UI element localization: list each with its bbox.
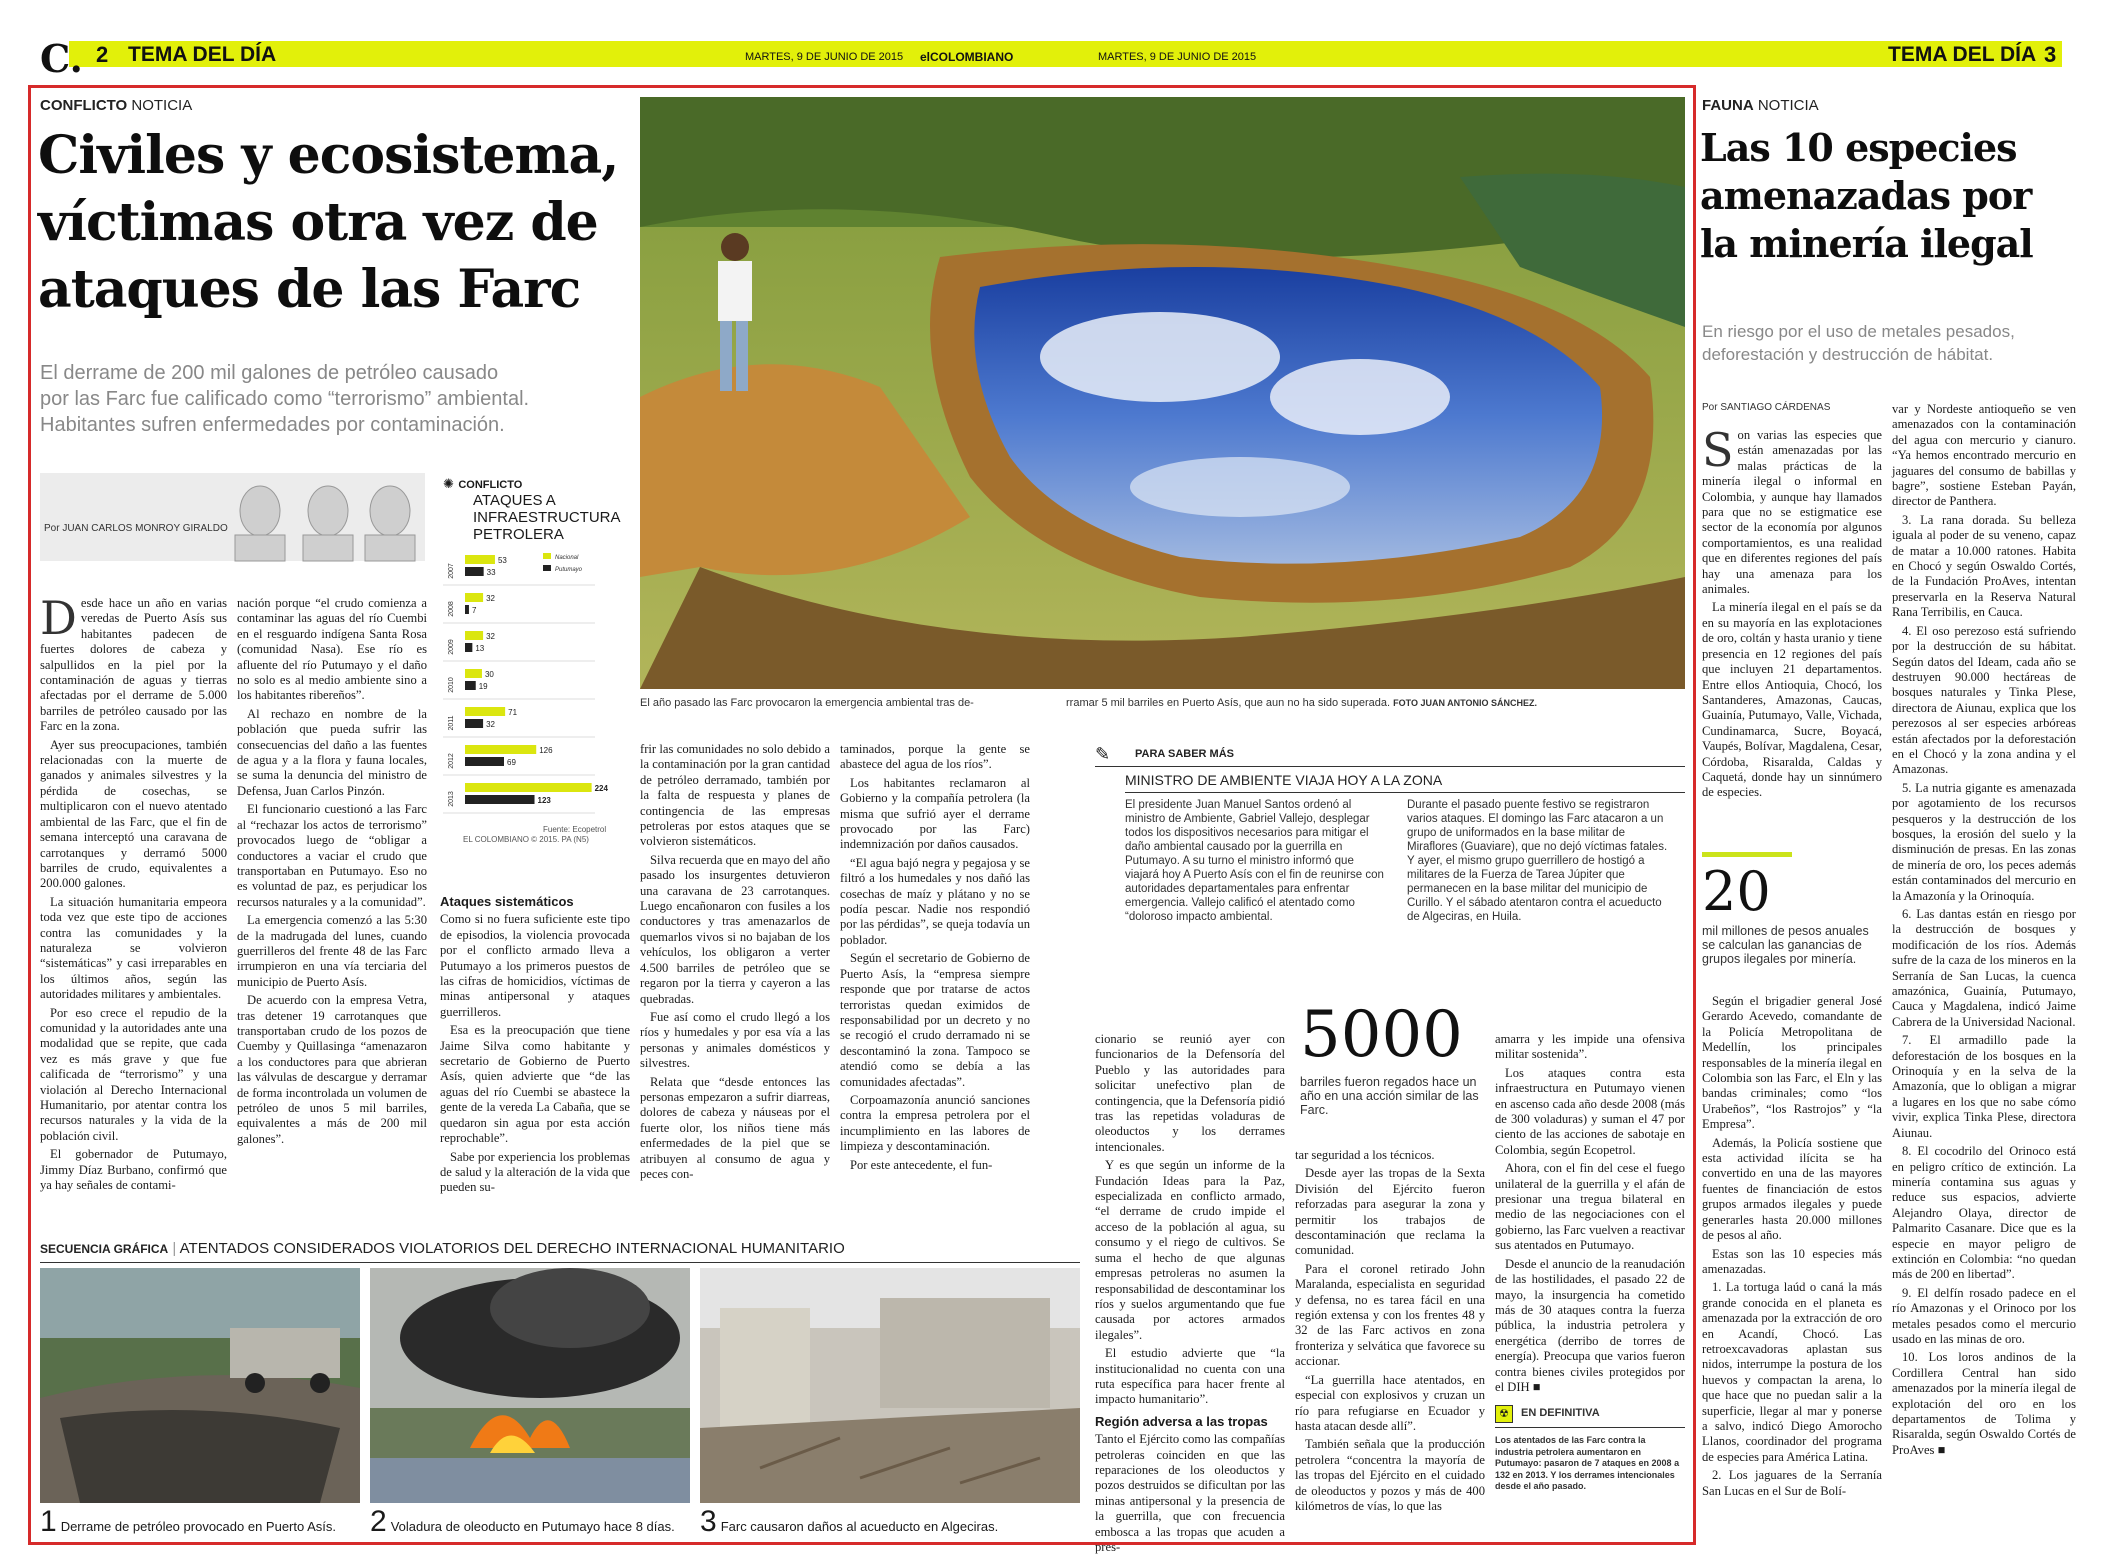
stat-5000-text: barriles fueron regados hace un año en una acción similar de las Farc. — [1300, 1075, 1479, 1117]
bar-nacional-2013 — [465, 783, 592, 792]
right-page-number: 3 — [2044, 42, 2057, 67]
bar-label-nacional-2008: 32 — [486, 594, 495, 603]
bar-label-putumayo-2013: 123 — [537, 796, 551, 805]
fauna-stat-text: mil millones de pesos anuales se calculan las ganancias de grupos ilegales por minería. — [1702, 924, 1869, 966]
secuencia-header: SECUENCIA GRÁFICA | ATENTADOS CONSIDERADOS VIOLATORIOS DEL DERECHO INTERNACIONAL HUMANITARIO — [40, 1240, 845, 1257]
oil-spill-photo — [640, 97, 1685, 689]
main-column-7: tar seguridad a los técnicos. Desde ayer las tropas de la Sexta División del Ejército fueron reforzadas para asegurar la zona y permitir los trabajos de descontaminación que reclama la comunidad. Para el coronel retirado John Maralanda, especialista en seguridad y defensa, no es tarea fácil en una región extensa y con los frentes 48 y 32 de las Farc activos en zona fronteriza y selvática que favorece su accionar. “La guerrilla hace atentados, en especial con explosivos y cruzan un río para refugiarse en Ecuador y hasta atacan desde allí”. También señala que la producción petrolera “concentra la mayoría de las tropas del Ejército en el cuidado de oleoductos y pozos y más de 400 kilómetros de vías, lo que las — [1295, 1148, 1485, 1513]
chart-plot — [443, 545, 623, 845]
sequence-caption-2: 2 Voladura de oleoducto en Putumayo hace 8 días. — [370, 1505, 675, 1538]
bar-label-putumayo-2010: 19 — [478, 682, 488, 691]
fauna-byline: Por SANTIAGO CÁRDENAS — [1702, 402, 1831, 413]
year-label-2009: 2009 — [448, 639, 455, 655]
box-rule-top — [1095, 766, 1685, 767]
main-column-8: amarra y les impide una ofensiva militar sostenida”. Los ataques contra esta infraestructura en Putumayo vienen en ascenso cada año desde 2008 (más de 300 voladuras) y suman el 47 por ciento de las acciones de sabotaje en Colombia, según Ecopetrol. Ahora, con el fin del cese el fuego unilateral de la guerrilla y el afán de presionar una tregua bilateral en medio de las negociaciones con el gobierno, las Farc vuelven a reactivar sus atentados en Putumayo. Desde el anuncio de la reanudación de las hostilidades, el pasado 22 de mayo, la insurgencia ha cometido más de 30 ataques contra la fuerza pública, la industria petrolera y energética (derribo de torres de energía). Preocupa que varios fueron contra bienes civiles protegidos por el DIH ■ — [1495, 1032, 1685, 1394]
year-label-2008: 2008 — [448, 601, 455, 617]
byline-box — [40, 473, 425, 561]
subhead-ataques: Ataques sistemáticos — [440, 894, 574, 909]
radiation-icon: ☢ — [1495, 1405, 1513, 1423]
para-saber-title: MINISTRO DE AMBIENTE VIAJA HOY A LA ZONA — [1125, 772, 1443, 788]
right-date: MARTES, 9 DE JUNIO DE 2015 — [1098, 51, 1257, 63]
bar-label-putumayo-2011: 32 — [486, 720, 495, 729]
bar-nacional-2007 — [465, 555, 495, 564]
legend-swatch-nacional — [543, 553, 551, 559]
bar-nacional-2011 — [465, 707, 505, 716]
main-byline: Por JUAN CARLOS MONROY GIRALDO — [44, 523, 228, 534]
main-lede: El derrame de 200 mil galones de petróleo causado por las Farc fue calificado como “terrorismo” ambiental. Habitantes sufren enfermedades por contaminación. — [40, 362, 530, 436]
fauna-column-1: Son varias las especies que están amenazadas por las malas prácticas de la minería ilegal o informal en Colombia, y aunque hay llamados para que no se estigmatice ese sector de la economía por algunos comportamientos, es una realidad que en diferentes regiones del país hay una amenaza para los animales. La minería ilegal en el país se da en su mayoría en las explotaciones de oro, coltán y hasta uranio y tiene presencia en 12 regiones del país que incluyen 21 departamentos. Entre ellos Antioquia, Chocó, los Santanderes, Amazonas, Caucas, Guainía, Putumayo, Valle, Vichada, Cundinamarca, Sucre, Boyacá, Vaupés, Bolívar, Magdalena, Cesar, Córdoba, Risaralda, Caldas y Caquetá, donde hay un sinnúmero de especies. — [1702, 423, 1882, 800]
secuencia-label: SECUENCIA GRÁFICA — [40, 1242, 169, 1256]
bar-label-nacional-2010: 30 — [484, 670, 494, 679]
legend-label-nacional: Nacional — [555, 555, 579, 561]
year-label-2012: 2012 — [448, 753, 455, 769]
para-saber-mas-box — [1095, 740, 1685, 1025]
stat-green-rule — [1702, 852, 1792, 857]
bar-putumayo-2013 — [465, 795, 535, 804]
year-label-2013: 2013 — [448, 791, 455, 807]
bar-label-nacional-2007: 53 — [497, 556, 507, 565]
para-saber-right-text: Durante el pasado puente festivo se registraron varios ataques. El domingo las Farc atacaron a un grupo de uniformados en la base militar de Miraflores (Guaviare), que no dejó víctimas fatales. Y ayer, el mismo grupo guerrillero de hostigó a militares de la Fuerza de Tarea Júpiter que permanecen en la base militar del municipio de Curillo. Y el sábado atentaron contra el acueducto de Algeciras, en Huila. — [1407, 799, 1668, 923]
right-section-title: TEMA DEL DÍA — [1888, 43, 2037, 66]
left-section-title: TEMA DEL DÍA — [128, 43, 277, 66]
sequence-caption-1: 1 Derrame de petróleo provocado en Puerto Asís. — [40, 1505, 337, 1538]
legend-label-putumayo: Putumayo — [555, 567, 583, 573]
bar-nacional-2009 — [465, 631, 483, 640]
oil-road-photo — [40, 1268, 360, 1503]
sequence-photo-1 — [40, 1268, 360, 1503]
main-photo — [640, 97, 1685, 689]
bar-label-nacional-2011: 71 — [508, 708, 518, 717]
newspaper-logo: C. — [40, 36, 83, 81]
bar-chart — [443, 475, 623, 845]
definitiva-rule — [1495, 1427, 1685, 1428]
bar-label-putumayo-2007: 33 — [486, 568, 496, 577]
para-saber-label: PARA SABER MÁS — [1135, 748, 1235, 760]
main-column-3: Ataques sistemáticos Como si no fuera suficiente este tipo de episodios, la violencia provocada por el conflicto armado lleva a Putumayo a los primeros puestos de las cifras de homicidios, víctimas de minas antipersonal y ataques guerrilleros. Esa es la preocupación que tiene Jaime Silva como habitante y secretario de Gobierno de Puerto Asís, quien advierte que “de las aguas del río Cuembi se abastece la gente de la vereda La Cabaña, que se quedaron sin agua por esta acción reprochable”. Sabe por experiencia los problemas de salud y la alteración de la vida que pueden su- — [440, 894, 630, 1195]
photo-caption-left: El año pasado las Farc provocaron la emergencia ambiental tras de- — [640, 697, 974, 709]
bar-nacional-2010 — [465, 669, 482, 678]
pin-icon: ✎ — [1095, 744, 1111, 764]
left-date: MARTES, 9 DE JUNIO DE 2015 — [745, 51, 904, 63]
main-kicker: CONFLICTO NOTICIA — [40, 97, 193, 114]
photo-caption-right: rramar 5 mil barriles en Puerto Asís, que aun no ha sido superada. FOTO JUAN ANTONIO SÁNCHEZ. — [1066, 697, 1537, 709]
fauna-lede: En riesgo por el uso de metales pesados, deforestación y destrucción de hábitat. — [1702, 322, 2015, 364]
year-label-2011: 2011 — [448, 715, 455, 731]
sequence-photo-2 — [370, 1268, 690, 1503]
left-page-number: 2 — [96, 42, 109, 67]
byline-portraits — [40, 473, 425, 561]
secuencia-title: ATENTADOS CONSIDERADOS VIOLATORIOS DEL DERECHO INTERNACIONAL HUMANITARIO — [179, 1240, 845, 1257]
bar-putumayo-2009 — [465, 643, 472, 652]
bar-putumayo-2012 — [465, 757, 504, 766]
en-definitiva-box — [1495, 1405, 1685, 1540]
sequence-photo-3 — [700, 1268, 1080, 1503]
damaged-aqueduct-photo — [700, 1268, 1080, 1503]
fauna-stat-number: 20 — [1702, 860, 1771, 923]
bar-label-putumayo-2008: 7 — [471, 606, 477, 615]
chart-source: Fuente: Ecopetrol — [543, 825, 607, 834]
chart-kicker: CONFLICTO — [458, 479, 523, 491]
dropcap-s: S — [1702, 423, 1734, 477]
chart-title: ATAQUES A INFRAESTRUCTURA PETROLERA — [473, 492, 620, 543]
bar-label-putumayo-2009: 13 — [475, 644, 485, 653]
main-column-2: nación porque “el crudo comienza a contaminar las aguas del río Cuembi en el resguardo indígena Santa Rosa (comunidad Nasa). Ese río es afluente del río Putumayo y el daño no solo es al medio ambiente sino a los habitantes ribereños”. Al rechazo en nombre de la población que pueda sufrir las consecuencias del daño a las fuentes de agua y a la flora y fauna locales, se suma la denuncia del ministro de Defensa, Juan Carlos Pinzón. El funcionario cuestionó a las Farc al “rechazar los actos de terrorismo” provocados luego de “obligar a conductores a vaciar el crudo que transportaban en Putumayo. Eso no es voluntad de paz, es perjudicar los recursos naturales y a la comunidad”. La emergencia comenzó a las 5:30 de la madrugada del lunes, cuando guerrilleros del frente 48 de las Farc irrumpieron en una vía terciaria del municipio de Puerto Asís. De acuerdo con la empresa Vetra, tras detener 19 carrotanques que transportaban crudo de los pozos de Cuemby y Quillasinga “amenazaron a los conductores para que abrieran las válvulas de descargue y derramar de forma incontrolada un volumen de petróleo de unos 5 mil barriles, equivalentes a más de 200 mil galones”. — [237, 596, 427, 1146]
sequence-caption-3: 3 Farc causaron daños al acueducto en Algeciras. — [700, 1505, 999, 1538]
main-headline: Civiles y ecosistema, víctimas otra vez de ataques de las Farc — [38, 125, 619, 320]
bar-putumayo-2007 — [465, 567, 484, 576]
en-definitiva-text: Los atentados de las Farc contra la industria petrolera aumentaron en Putumayo: pasaron de 7 ataques en 2008 a 132 en 2013. Y los derrames intencionales desde el año pasado. — [1495, 1435, 1680, 1491]
main-column-4: frir las comunidades no solo debido a la contaminación por la gran cantidad de petróleo derramado, también por la falta de respuesta y planes de contingencia de las empresas petroleras por estos ataques que se volvieron sistemáticos. Silva recuerda que en mayo del año pasado los insurgentes detuvieron una caravana de 23 carrotanques. Luego encañonaron con fusiles a los conductores y tras amenazarlos de quemarlos vivos si no bajaban de los vehículos, los obligaron a verter 4.500 barriles de petróleo que se regaron por la tierra y cayeron a las quebradas. Fue así como el crudo llegó a los ríos y humedales y por esa vía a las personas y animales domésticos y silvestres. Relata que “desde entonces las personas empezaron a sufrir diarreas, dolores de cabeza y náuseas por el fuerte olor, los niños tiene más enfermedades de la piel que se atribuyen al consumo de agua y peces con- — [640, 742, 830, 1181]
para-saber-left-text: El presidente Juan Manuel Santos ordenó al ministro de Ambiente, Gabriel Vallejo, desplegar todos los dispositivos necesarios para mitigar el daño ambiental causado por la guerrilla en Putumayo. A su turno el ministro informó que viajará hoy A Puerto Asís con el fin de reunirse con autoridades departamentales para enfrentar emergencia. Vallejo calificó el atentado como “doloroso impacto ambiental. — [1125, 799, 1384, 923]
left-brand: elCOLOMBIANO — [920, 50, 1014, 64]
fauna-column-1b: Según el brigadier general José Gerardo Acevedo, comandante de la Policía Metropolitana de Medellín, los principales responsables de la minería ilegal en Colombia son las Farc, el Eln y las bandas criminales; como “los Urabeños”, “los Rastrojos” y “la Empresa”. Además, la Policía sostiene que esta actividad ilícita se ha convertido en una de las mayores fuentes de financiación de estos grupos armados ilegales y puede generarles hasta 20.000 millones de pesos al año. Estas son las 10 especies más amenazadas. 1. La tortuga laúd o caná la más grande conocida en el planeta es amenazada por la extracción de oro en Acandí, Chocó. Las retroexcavadoras aplastan sus nidos, interrumpe la postura de los huevos y compactan la arena, lo que hace que no puedan salir a la superficie, llegar al mar y ponerse a salvo, indicó Diego Amorocho Llanos, coordinador del programa de especies para América Latina. 2. Los jaguares de la Serranía San Lucas en el Sur de Bolí- — [1702, 994, 1882, 1498]
sun-icon: ✺ — [443, 476, 454, 491]
fauna-column-2: var y Nordeste antioqueño se ven amenazados con la contaminación del agua con mercurio y cianuro. “Ya hemos encontrado mercurio en jaguares del consumo de babillas y bagre”, sostiene Esteban Payán, director de Panthera. 3. La rana dorada. Su belleza iguala al poder de su veneno, capaz de matar a 10.000 ratones. Habita en Chocó y según Oswaldo Cortés, de la Fundación ProAves, intentan preservarla en la Reserva Natural Rana Terribilis, en Cauca. 4. El oso perezoso está sufriendo por la destrucción de su hábitat. Según datos del Ideam, cada año se destruyen 90.000 hectáreas de bosques naturales y Tinka Plese, directora de Aiunau, explica que los perezosos al ser especies arbóreas están afectados por la deforestación en el Chocó y la zona andina y el Amazonas. 5. La nutria gigante es amenazada por agotamiento de los recursos pesqueros y la destrucción de los bosques, la erosión del suelo y la disminución de presas. En las zonas de minería de oro, los peces además están contaminados del mercurio en la Amazonía y la Orinoquía. 6. Las dantas están en riesgo por la destrucción de bosques y modificación de los ríos. Además sufre de la caza de los mineros en la Serranía de San Lucas, la cuenca amazónica, Guainía, Putumayo, Cauca y Magdalena, indicó Jaime Cabrera de la Universidad Nacional. 7. El armadillo pade la deforestación de los bosques en la Orinoquía y en la selva de la Amazonía, que lo obligan a migrar a lugares en los que no sabe cómo vivir, explica Tinka Plese, directora Aiunau. 8. El cocodrilo del Orinoco está en peligro crítico de extinción. La minería contamina sus aguas y reduce sus espacios, advierte Alejandro Olaya, director de Palmarito Casanare. Dice que es la especie en mayor peligro de extinción en Colombia: “no quedan más de 200 en libertad”. 9. El delfín rosado padece en el río Amazonas y el Orinoco por los metales pesados como el mercurio usado en las minas de oro. 10. Los loros andinos de la Cordillera Central han sido amenazados por la minería ilegal de explotación del oro en los departamentos de Tolima y Risaralda, según Oswaldo Cortés de ProAves ■ — [1892, 402, 2076, 1457]
en-definitiva-label: EN DEFINITIVA — [1521, 1407, 1600, 1419]
bar-putumayo-2008 — [465, 605, 469, 614]
bar-nacional-2008 — [465, 593, 483, 602]
main-column-5: taminados, porque la gente se abastece del agua de los ríos”. Los habitantes reclamaron al Gobierno y la compañía petrolera (la misma que sufrió ayer el derrame provocado por las Farc) indemnización por daños causados. “El agua bajó negra y pegajosa y se filtró a los humedales y nos dañó las cosechas de maíz y plátano y no se podía pescar. Nadie nos respondió por las pérdidas”, se queja todavía un poblador. Según el secretario de Gobierno de Puerto Asís, la “empresa siempre responde que por tratarse de actos terroristas quedan eximidos de responsabilidad por un decreto y no se recogió el crudo derramado ni se descontaminó la zona. Tampoco se atendió como se debía a las comunidades afectadas”. Corpoamazonía anunció sanciones contra la empresa petrolera por el incumplimiento en las labores de limpieza y descontaminación. Por este antecedente, el fun- — [840, 742, 1030, 1172]
legend-swatch-putumayo — [543, 565, 551, 571]
bar-label-nacional-2009: 32 — [486, 632, 495, 641]
year-label-2010: 2010 — [448, 677, 455, 693]
main-column-6: cionario se reunió ayer con funcionarios de la Defensoría del Pueblo y las autoridades para solicitar unefectivo plan de contingencia, que la Defensoría pidió tras las repetidas voladuras de oleoductos y los derrames intencionales. Y es que según un informe de la Fundación Ideas para la Paz, especializada en conflicto armado, “el derrame de crudo impide el acceso de la población al agua, su consumo y el riego de cultivos. Se suma el hecho de que algunas empresas petroleras no asumen la responsabilidad de descontaminar los ríos y suelos argumentando que fue causada por actores armados ilegales”. El estudio advierte que “la institucionalidad no cuenta con una ruta específica para hacer frente al impacto humanitario”. Región adversa a las tropas Tanto el Ejército como las compañías petroleras coinciden en que las reparaciones de los oleoductos y pozos destruidos se dificultan por las minas antipersonal y la presencia de la guerrilla, que con frecuencia embosca a las tropas que acuden a pres- — [1095, 1032, 1285, 1554]
main-column-1: Desde hace un año en varias veredas de Puerto Asís sus habitantes padecen de fuertes dolores de cabeza y salpullidos en la piel por la contaminación de aguas y tierras afectadas por el derrame de 5.000 barriles de petróleo causado por las Farc en la zona. Ayer sus preocupaciones, también relacionadas con la muerte de ganados y animales silvestres y la pérdida de cosechas, se multiplicaron con el nuevo atentado ambiental de las Farc, que el fin de semana interceptó una caravana de carrotanques y derramó 5000 barriles de crudo, equivalentes a 200.000 galones. La situación humanitaria empeora toda vez que este tipo de acciones contra las comunidades y la naturaleza se volvieron “sistemáticas” y casi irreparables en los últimos años, según las autoridades militares y ambientales. Por eso crece el repudio de la comunidad y la autoridades ante una modalidad que se repite, que cada vez es más grave y que fue calificada de “terrorismo” y una violación al Derecho Internacional Humanitario, por atentar contra los recursos naturales y la vida de la población civil. El gobernador de Putumayo, Jimmy Díaz Burbano, confirmó que ya hay señales de contami- — [40, 591, 227, 1193]
bar-label-nacional-2012: 126 — [539, 746, 553, 755]
fauna-kicker: FAUNA NOTICIA — [1702, 97, 1819, 114]
chart-credit: EL COLOMBIANO © 2015. PA (N5) — [463, 835, 589, 844]
bar-label-putumayo-2012: 69 — [507, 758, 516, 767]
pipeline-fire-photo — [370, 1268, 690, 1503]
box-rule-mid — [1125, 792, 1685, 793]
bar-putumayo-2010 — [465, 681, 476, 690]
bar-label-nacional-2013: 224 — [594, 784, 608, 793]
fauna-headline: Las 10 especies amenazadas por la minería ilegal — [1700, 125, 2033, 266]
subhead-region: Región adversa a las tropas — [1095, 1413, 1268, 1429]
dropcap-d: D — [40, 591, 77, 645]
stat-5000-number: 5000 — [1300, 998, 1463, 1072]
secuencia-rule — [40, 1262, 1080, 1263]
bar-nacional-2012 — [465, 745, 536, 754]
bar-putumayo-2011 — [465, 719, 483, 728]
year-label-2007: 2007 — [448, 563, 455, 579]
